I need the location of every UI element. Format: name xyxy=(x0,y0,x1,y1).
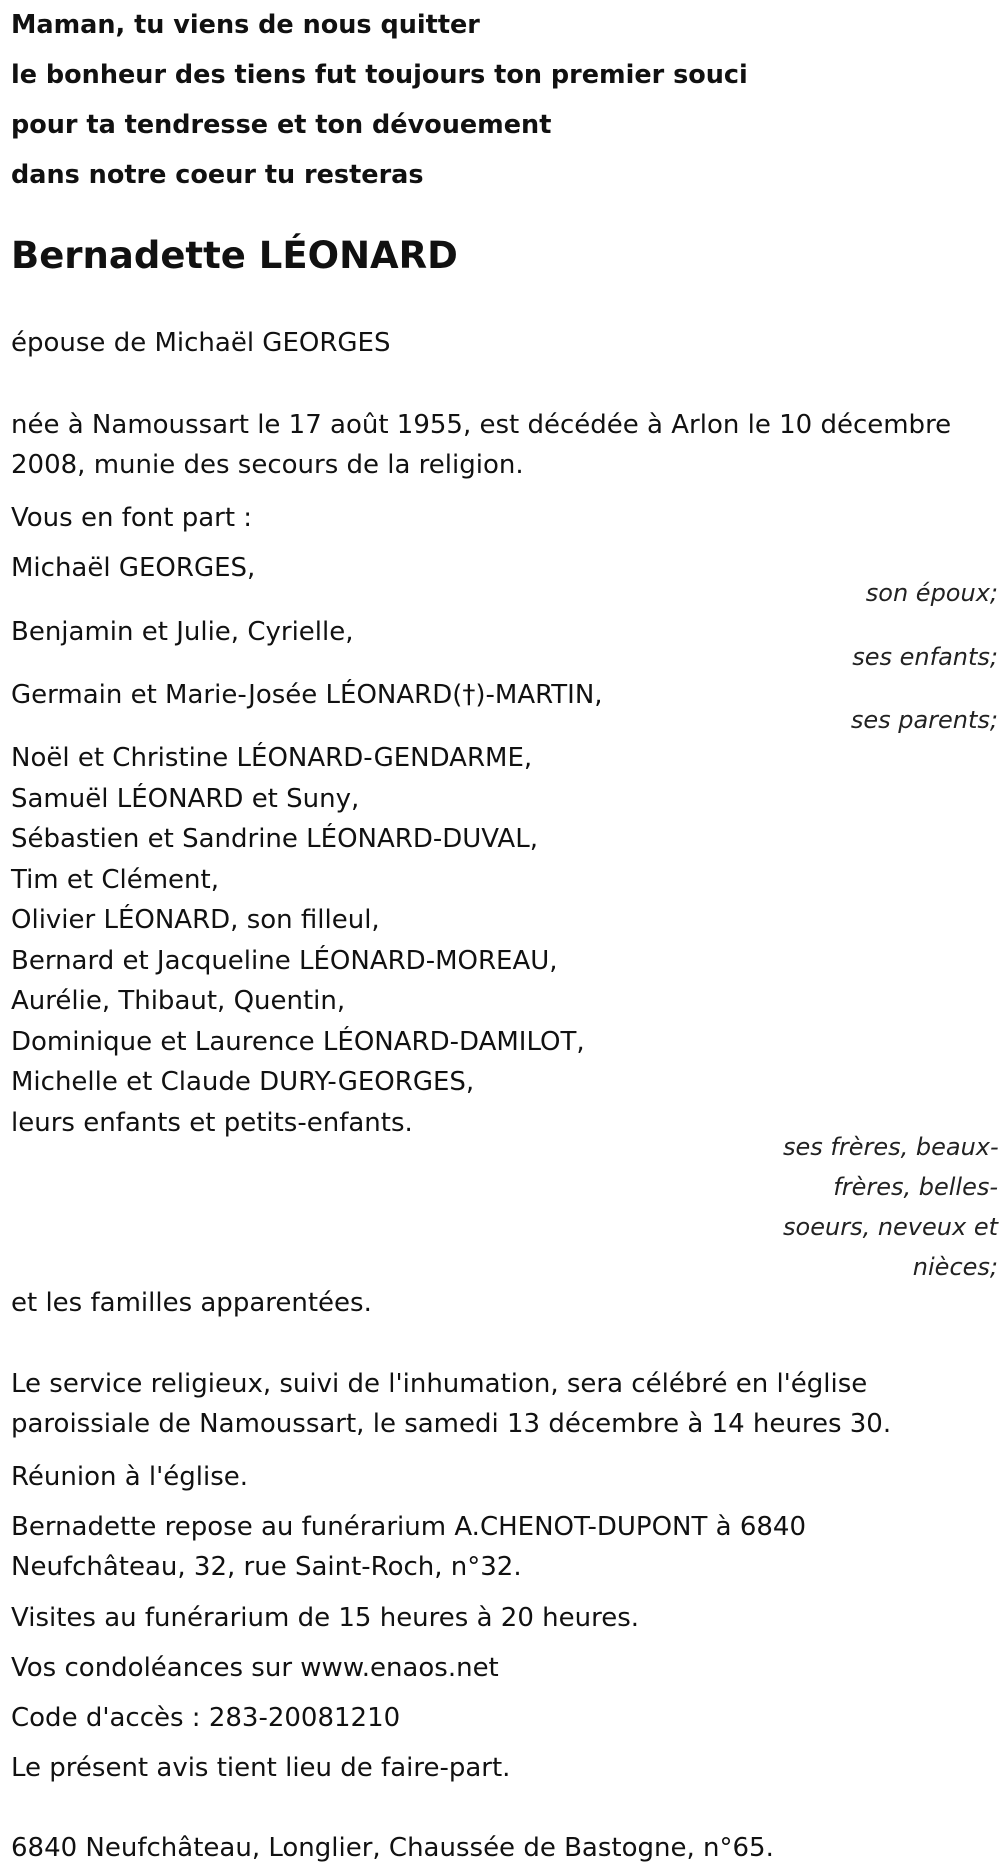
list-item: Sébastien et Sandrine LÉONARD-DUVAL, xyxy=(11,824,538,854)
poem-line: Maman, tu viens de nous quitter xyxy=(11,10,480,40)
poem-line: dans notre coeur tu resteras xyxy=(11,160,424,190)
list-item: Bernard et Jacqueline LÉONARD-MOREAU, xyxy=(11,945,558,976)
deceased-name: Bernadette LÉONARD xyxy=(11,234,458,277)
siblings-list xyxy=(11,738,1000,1143)
relation-line: soeurs, neveux et xyxy=(783,1213,998,1241)
visits-text: Visites au funérarium de 15 heures à 20 heures. xyxy=(11,1603,640,1633)
address-text: 6840 Neufchâteau, Longlier, Chaussée de Bastogne, n°65. xyxy=(11,1833,774,1863)
access-code-text: Code d'accès : 283-20081210 xyxy=(11,1703,401,1733)
announcement-intro: Vous en font part : xyxy=(11,503,253,533)
siblings-relation xyxy=(783,1127,998,1287)
children-relation: ses enfants; xyxy=(852,643,998,671)
relation-line: ses frères, beaux- xyxy=(783,1133,999,1161)
poem-line: le bonheur des tiens fut toujours ton premier souci xyxy=(11,60,748,90)
list-item: Samuël LÉONARD et Suny, xyxy=(11,783,360,814)
poem xyxy=(11,0,1000,200)
families-line: et les familles apparentées. xyxy=(11,1288,372,1318)
list-item: Michelle et Claude DURY-GEORGES, xyxy=(11,1067,475,1097)
poem-line: pour ta tendresse et ton dévouement xyxy=(11,110,552,140)
relation-line: frères, belles- xyxy=(833,1173,998,1201)
condolences-text: Vos condoléances sur www.enaos.net xyxy=(11,1653,499,1683)
birth-death-text: née à Namoussart le 17 août 1955, est décédée à Arlon le 10 décembre 2008, munie des secours de la religion. xyxy=(11,410,952,480)
parents-relation: ses parents; xyxy=(850,706,998,734)
list-item: leurs enfants et petits-enfants. xyxy=(11,1107,413,1138)
relation-line: nièces; xyxy=(912,1253,998,1281)
list-item: Noël et Christine LÉONARD-GENDARME, xyxy=(11,743,533,773)
spouse-relation: son époux; xyxy=(865,579,998,607)
notice-text: Le présent avis tient lieu de faire-part. xyxy=(11,1753,511,1783)
list-item: Dominique et Laurence LÉONARD-DAMILOT, xyxy=(11,1026,585,1057)
spouse-name: Michaël GEORGES, xyxy=(11,553,256,583)
list-item: Olivier LÉONARD, son filleul, xyxy=(11,905,380,935)
ceremony-text: Le service religieux, suivi de l'inhumation, sera célébré en l'église paroissiale de Namoussart, le samedi 13 décembre à 14 heures 30. xyxy=(11,1369,892,1439)
spouse-line: épouse de Michaël GEORGES xyxy=(11,328,391,358)
parents-names: Germain et Marie-Josée LÉONARD(†)-MARTIN, xyxy=(11,680,603,710)
funeral-home-text: Bernadette repose au funérarium A.CHENOT-DUPONT à 6840 Neufchâteau, 32, rue Saint-Roch, n°32. xyxy=(11,1512,807,1582)
children-names: Benjamin et Julie, Cyrielle, xyxy=(11,617,354,647)
list-item: Aurélie, Thibaut, Quentin, xyxy=(11,986,346,1016)
meeting-text: Réunion à l'église. xyxy=(11,1462,249,1492)
list-item: Tim et Clément, xyxy=(11,864,219,895)
